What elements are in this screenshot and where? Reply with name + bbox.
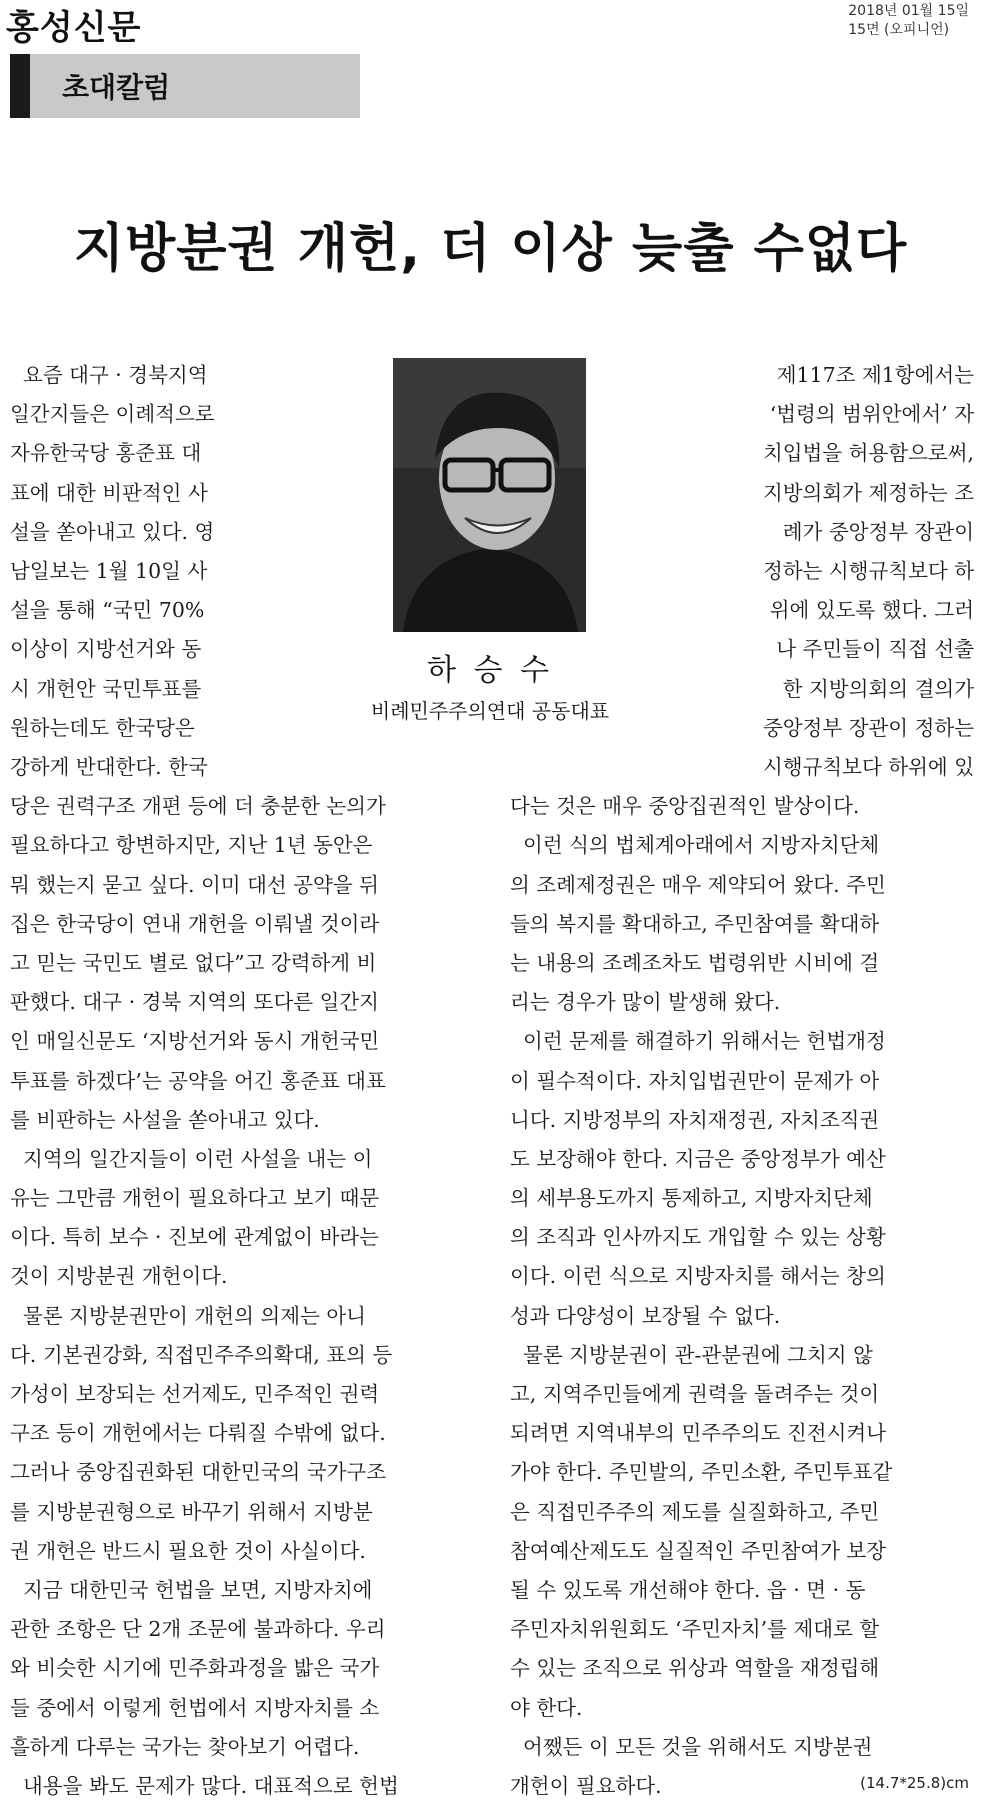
text-line: 자유한국당 홍준표 대 xyxy=(10,441,202,466)
text-line: 표에 대한 비판적인 사 xyxy=(10,480,208,505)
text-line: 치입법을 허용함으로써, xyxy=(762,441,974,466)
text-line: 남일보는 1월 10일 사 xyxy=(10,558,208,583)
column-right-top xyxy=(710,356,974,787)
text-line: 유는 그만큼 개헌이 필요하다고 보기 때문 xyxy=(10,1186,380,1211)
text-line: 시 개헌안 국민투표를 xyxy=(10,676,202,701)
text-line: 어쨌든 이 모든 것을 위해서도 지방분권 xyxy=(510,1734,873,1759)
text-line: 제117조 제1항에서는 xyxy=(776,363,974,387)
text-line: 뭐 했는지 묻고 싶다. 이미 대선 공약을 뒤 xyxy=(10,872,379,897)
text-line: 주민자치위원회도 ‘주민자치’를 제대로 할 xyxy=(510,1617,880,1642)
text-line: 시행규칙보다 하위에 있 xyxy=(762,754,974,779)
text-line: 위에 있도록 했다. 그러 xyxy=(769,598,974,623)
text-line: 들의 복지를 확대하고, 주민참여를 확대하 xyxy=(510,911,880,936)
text-line: 요즘 대구 · 경북지역 xyxy=(10,363,208,387)
text-line: 집은 한국당이 연내 개헌을 이뤄낼 것이라 xyxy=(10,911,380,936)
text-line: 이다. 특히 보수 · 진보에 관계없이 바라는 xyxy=(10,1225,379,1250)
text-line: 구조 등이 개헌에서는 다뤄질 수밖에 없다. xyxy=(10,1421,386,1446)
text-line: 설을 쏟아내고 있다. 영 xyxy=(10,519,215,544)
text-line: 는 내용의 조례조차도 법령위반 시비에 걸 xyxy=(510,950,880,975)
newspaper-masthead: 홍성신문 xyxy=(6,8,142,48)
text-line: 한 지방의회의 결의가 xyxy=(782,676,974,701)
text-line: 나 주민들이 직접 선출 xyxy=(776,637,974,662)
text-line: 그러나 중앙집권화된 대한민국의 국가구조 xyxy=(10,1460,387,1485)
text-line: 흘하게 다루는 국가는 찾아보기 어렵다. xyxy=(10,1734,360,1759)
text-line: 강하게 반대한다. 한국 xyxy=(10,754,208,779)
text-line: 의 조직과 인사까지도 개입할 수 있는 상황 xyxy=(510,1225,886,1250)
text-line: 중앙정부 장관이 정하는 xyxy=(762,715,974,740)
column-left-top xyxy=(10,356,280,787)
text-line: 물론 지방분권만이 개헌의 의제는 아니 xyxy=(10,1303,366,1328)
section-marker xyxy=(10,54,30,118)
text-line: 내용을 봐도 문제가 많다. 대표적으로 헌법 xyxy=(10,1773,399,1798)
text-line: 관한 조항은 단 2개 조문에 불과하다. 우리 xyxy=(10,1617,386,1642)
text-line: 지역의 일간지들이 이런 사설을 내는 이 xyxy=(10,1146,373,1171)
text-line: 의 세부용도까지 통제하고, 지방자치단체 xyxy=(510,1186,873,1211)
issue-date: 2018년 01월 15일 xyxy=(848,3,969,19)
text-line: 권 개헌은 반드시 필요한 것이 사실이다. xyxy=(10,1538,366,1563)
column-right-bottom xyxy=(510,787,974,1806)
article-size-note: (14.7*25.8)cm xyxy=(860,1774,969,1792)
text-line: 성과 다양성이 보장될 수 없다. xyxy=(510,1303,781,1328)
text-line: 와 비슷한 시기에 민주화과정을 밟은 국가 xyxy=(10,1656,380,1681)
text-line: ‘법령의 범위안에서’ 자 xyxy=(769,402,974,427)
author-role: 비례민주주의연대 공동대표 xyxy=(370,699,610,723)
text-line: 를 지방분권형으로 바꾸기 위해서 지방분 xyxy=(10,1499,373,1524)
text-line: 원하는데도 한국당은 xyxy=(10,715,195,740)
text-line: 도 보장해야 한다. 지금은 중앙정부가 예산 xyxy=(510,1146,886,1171)
text-line: 것이 지방분권 개헌이다. xyxy=(10,1264,228,1289)
text-line: 야 한다. xyxy=(510,1695,583,1720)
text-line: 되려면 지역내부의 민주주의도 진전시켜나 xyxy=(510,1421,887,1446)
text-line: 물론 지방분권이 관-관분권에 그치지 않 xyxy=(510,1342,873,1367)
text-line: 인 매일신문도 ‘지방선거와 동시 개헌국민 xyxy=(10,1029,380,1054)
section-label: 초대칼럼 xyxy=(62,71,171,104)
text-line: 가성이 보장되는 선거제도, 민주적인 권력 xyxy=(10,1382,380,1406)
author-name: 하 승 수 xyxy=(426,653,553,688)
text-line: 니다. 지방정부의 자치재정권, 자치조직권 xyxy=(510,1107,880,1132)
text-line: 다. 기본권강화, 직접민주주의확대, 표의 등 xyxy=(10,1342,393,1367)
text-line: 례가 중앙정부 장관이 xyxy=(782,519,974,544)
text-line: 정하는 시행규칙보다 하 xyxy=(762,558,974,583)
text-line: 고, 지역주민들에게 권력을 돌려주는 것이 xyxy=(510,1382,880,1406)
author-photo xyxy=(393,358,586,632)
text-line: 개헌이 필요하다. xyxy=(510,1773,662,1798)
text-line: 될 수 있도록 개선해야 한다. 읍 · 면 · 동 xyxy=(510,1577,866,1602)
issue-page: 15면 (오피니언) xyxy=(848,22,950,38)
text-line: 은 직접민주주의 제도를 실질화하고, 주민 xyxy=(510,1499,880,1524)
issue-meta xyxy=(848,2,969,40)
text-line: 이런 문제를 해결하기 위해서는 헌법개정 xyxy=(510,1029,886,1054)
text-line: 의 조례제정권은 매우 제약되어 왔다. 주민 xyxy=(510,872,886,897)
column-left-bottom xyxy=(10,787,472,1806)
section-banner xyxy=(10,54,360,118)
text-line: 지금 대한민국 헌법을 보면, 지방자치에 xyxy=(10,1577,373,1602)
text-line: 이상이 지방선거와 동 xyxy=(10,637,202,662)
text-line: 이 필수적이다. 자치입법권만이 문제가 아 xyxy=(510,1068,880,1093)
text-line: 지방의회가 제정하는 조 xyxy=(762,480,974,505)
text-line: 를 비판하는 사설을 쏟아내고 있다. xyxy=(10,1107,320,1132)
text-line: 가야 한다. 주민발의, 주민소환, 주민투표같 xyxy=(510,1460,893,1485)
text-line: 이다. 이런 식으로 지방자치를 해서는 창의 xyxy=(510,1264,886,1289)
text-line: 참여예산제도도 실질적인 주민참여가 보장 xyxy=(510,1538,887,1563)
text-line: 판했다. 대구 · 경북 지역의 또다른 일간지 xyxy=(10,990,379,1015)
article-headline: 지방분권 개헌, 더 이상 늦출 수없다 xyxy=(73,219,908,279)
text-line: 들 중에서 이렇게 헌법에서 지방자치를 소 xyxy=(10,1695,380,1720)
text-line: 설을 통해 “국민 70% xyxy=(10,598,205,623)
text-line: 다는 것은 매우 중앙집권적인 발상이다. xyxy=(510,794,860,819)
text-line: 투표를 하겠다’는 공약을 어긴 홍준표 대표 xyxy=(10,1068,386,1093)
text-line: 이런 식의 법체계아래에서 지방자치단체 xyxy=(510,833,880,858)
text-line: 일간지들은 이례적으로 xyxy=(10,402,215,427)
text-line: 고 믿는 국민도 별로 없다”고 강력하게 비 xyxy=(10,950,377,975)
text-line: 리는 경우가 많이 발생해 왔다. xyxy=(510,990,781,1015)
text-line: 당은 권력구조 개편 등에 더 충분한 논의가 xyxy=(10,794,386,819)
portrait-graphic xyxy=(393,358,586,632)
text-line: 필요하다고 항변하지만, 지난 1년 동안은 xyxy=(10,833,373,858)
text-line: 수 있는 조직으로 위상과 역할을 재정립해 xyxy=(510,1656,880,1681)
